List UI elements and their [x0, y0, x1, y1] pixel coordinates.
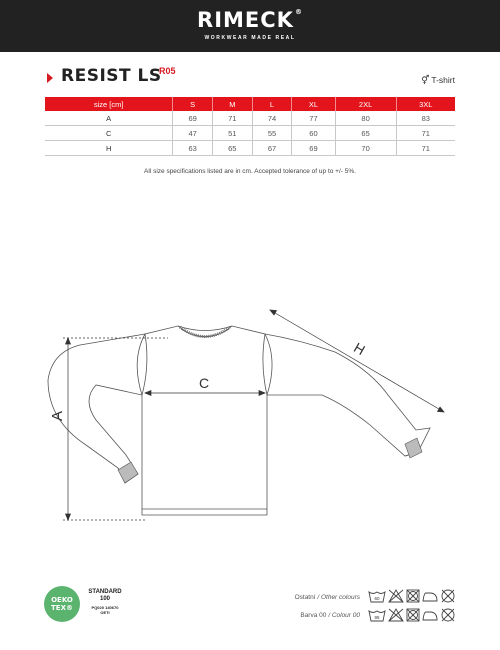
label-c: C: [198, 375, 210, 391]
table-cell: 69: [173, 111, 213, 126]
row-label: H: [45, 141, 173, 156]
table-cell: 71: [212, 111, 252, 126]
dimension-c: [145, 391, 265, 396]
size-column-header: L: [252, 97, 292, 111]
size-column-header: 2XL: [335, 97, 396, 111]
wash-temp-other: 60: [374, 596, 380, 601]
standard-label: STANDARD 100: [88, 589, 122, 602]
product-code: R05: [159, 66, 176, 76]
row-label: C: [45, 126, 173, 141]
brand-logo: RIMECK®: [197, 8, 303, 32]
iron-icon: [423, 612, 437, 620]
label-a: A: [49, 410, 66, 422]
table-cell: 47: [173, 126, 213, 141]
tshirt-outline: [48, 326, 430, 515]
table-cell: 77: [292, 111, 335, 126]
size-column-header: XL: [292, 97, 335, 111]
size-header-label: size [cm]: [45, 97, 173, 111]
table-cell: 71: [396, 126, 455, 141]
table-cell: 65: [335, 126, 396, 141]
table-cell: 71: [396, 141, 455, 156]
table-cell: 67: [252, 141, 292, 156]
brand-tagline: WORKWEAR MADE REAL: [204, 35, 296, 41]
other-colours-label: Ostatní / Other colours: [294, 594, 360, 601]
unisex-icon: ⚥: [421, 75, 430, 85]
table-cell: 65: [212, 141, 252, 156]
certificate-number: PQ020 140670 OETI: [91, 605, 119, 615]
label-h: H: [351, 339, 368, 359]
care-symbols-other: [368, 588, 458, 604]
colour-00-label: Barva 00 / Colour 00: [300, 612, 360, 619]
product-type: ⚥ T-shirt: [421, 75, 455, 85]
table-cell: 60: [292, 126, 335, 141]
table-cell: 69: [292, 141, 335, 156]
oeko-tex-logo: OEKO TEX®: [44, 586, 80, 622]
table-cell: 51: [212, 126, 252, 141]
table-cell: 70: [335, 141, 396, 156]
dimension-h: [270, 310, 444, 412]
table-cell: 63: [173, 141, 213, 156]
care-symbols-colour-00: [368, 607, 458, 623]
wash-temp-colour: 95: [374, 615, 380, 620]
size-column-header: 3XL: [396, 97, 455, 111]
row-label: A: [45, 111, 173, 126]
iron-icon: [423, 593, 437, 601]
size-column-header: S: [173, 97, 213, 111]
table-cell: 74: [252, 111, 292, 126]
dimension-a: [63, 338, 168, 520]
table-cell: 55: [252, 126, 292, 141]
product-name: RESIST LS: [61, 66, 162, 86]
size-note: All size specifications listed are in cm. Accepted tolerance of up to +/- 5%.: [144, 168, 356, 175]
table-cell: 83: [396, 111, 455, 126]
size-column-header: M: [212, 97, 252, 111]
table-cell: 80: [335, 111, 396, 126]
